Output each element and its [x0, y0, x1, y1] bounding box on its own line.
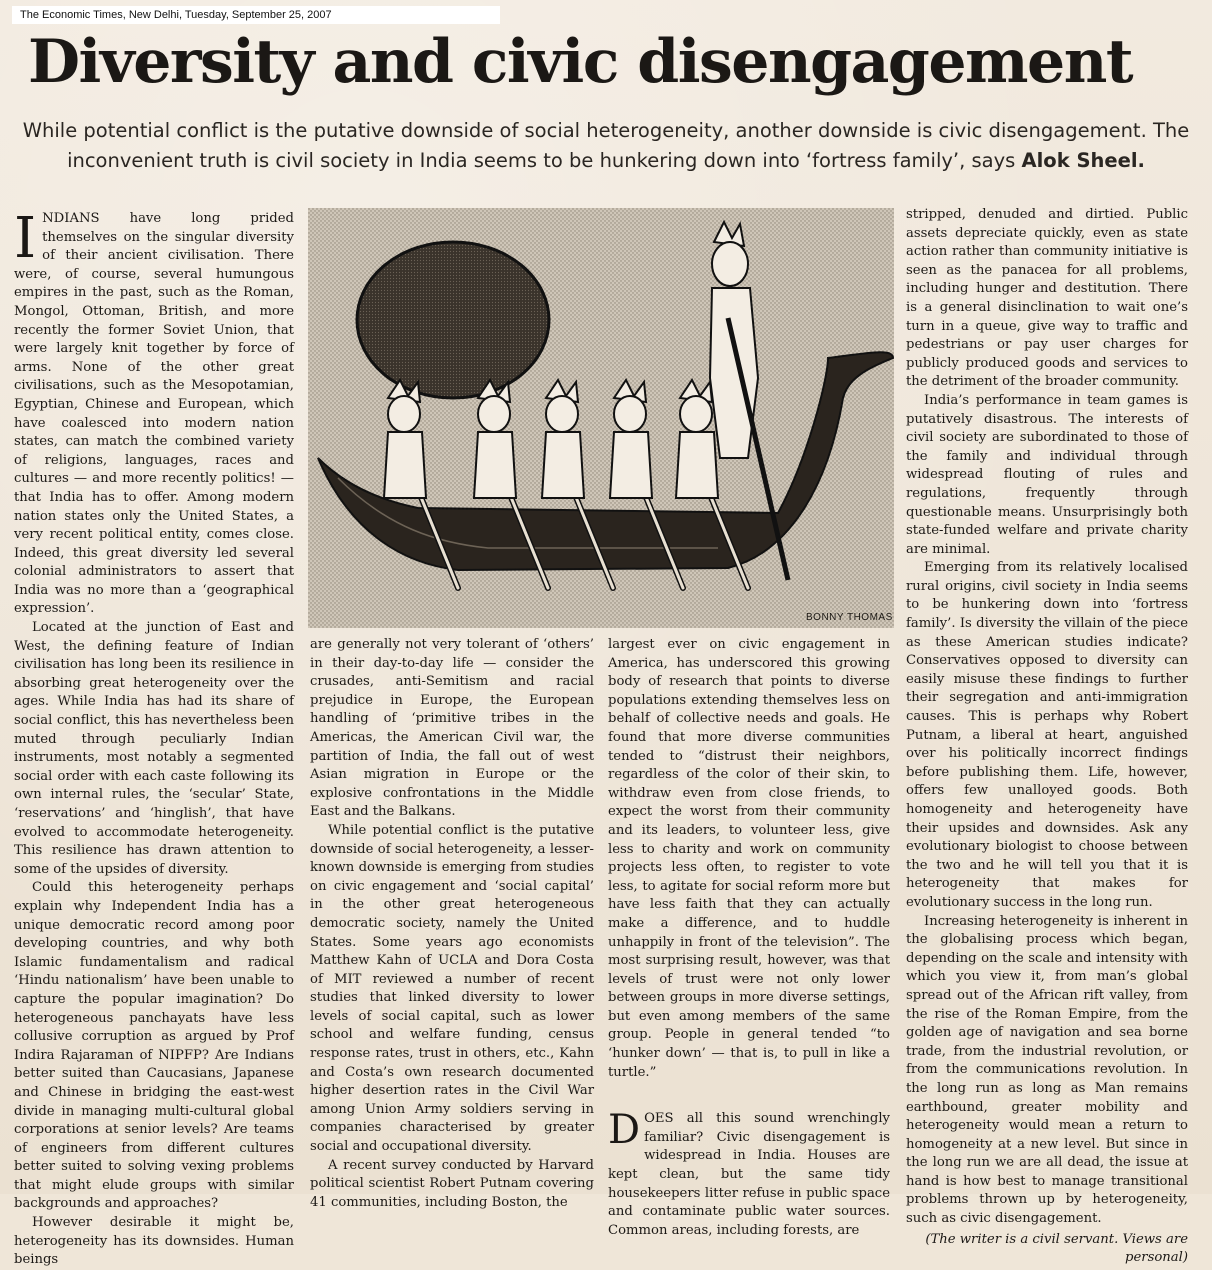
paragraph: A recent survey conducted by Harvard political scientist Robert Putnam covering 41 communities, including Boston, the	[310, 1157, 594, 1210]
author-note: (The writer is a civil servant. Views are personal)	[925, 1231, 1188, 1265]
paragraph-text: OES all this sound wrenchingly familiar? Civic disengagement is widespread in India. Houses are kept clean, but the same tidy housekeepers litter refuse in public space and contaminate public water sources. Common areas, including forests, are	[608, 1111, 890, 1238]
column-4	[906, 206, 1188, 1267]
paragraph-text: NDIANS have long prided themselves on the singular diversity of their ancient civilisation. There were, of course, several humungous empires in the past, such as the Roman, Mongol, Ottoman, British, and more recently the former Soviet Union, that were largely knit together by force of arms. None of the other great civilisations, such as the Mesopotamian, Egyptian, Chinese and European, which have coalesced into modern nation states, can match the combined variety of religions, languages, races and cultures — and more recently politics! — that India has to offer. Among modern nation states only the United States, a very recent political entity, comes close. Indeed, this great diversity led several colonial administrators to assert that India was no more than a ‘geographical expression’.	[14, 211, 294, 617]
paragraph: India’s performance in team games is putatively disastrous. The interests of civil society are subordinated to those of the family and individual through widespread flouting of rules and regulations, frequently through questionable means. Unsurprisingly both state-funded welfare and private charity are minimal.	[906, 392, 1188, 557]
column-3	[608, 636, 890, 1240]
column-2	[310, 636, 594, 1212]
paragraph: stripped, denuded and dirtied. Public assets depreciate quickly, even as state action rather than community initiative is seen as the panacea for all problems, including hunger and destitution. There is a general disinclination to wait one’s turn in a queue, give way to traffic and pedestrians or pay user charges for publicly produced goods and services to the detriment of the broader community.	[906, 207, 1188, 390]
paragraph	[608, 1107, 890, 1240]
paragraph: Emerging from its relatively localised rural origins, civil society in India seems to be hunkering down into ‘fortress family’. Is diversity the villain of the piece as these American studies indicate? Conservatives opposed to diversity can easily misuse these findings to further their segregation and anti-immigration causes. This is perhaps why Robert Putnam, a liberal at heart, anguished over his politically incorrect findings before publishing them. Life, however, offers few unalloyed goods. Both homogeneity and heterogeneity have their upsides and downsides. Ask any evolutionary biologist to choose between the two and he will tell you that it is heterogeneity that makes for evolutionary success in the long run.	[906, 560, 1188, 910]
paragraph: However desirable it might be, heterogeneity has its downsides. Human beings	[14, 1215, 294, 1268]
deck	[20, 116, 1192, 176]
paragraph: While potential conflict is the putative downside of social heterogeneity, a lesser-known downside is emerging from studies on civic engagement and ‘social capital’ in the other great heterogeneous democratic society, namely the United States. Some years ago economists Matthew Kahn of UCLA and Dora Costa of MIT reviewed a number of recent studies that linked diversity to lower levels of social capital, such as lower school and welfare funding, census response rates, trust in others, etc., Kahn and Costa’s own research documented higher desertion rates in the Civil War among Union Army soldiers serving in companies characterised by greater social and occupational diversity.	[310, 822, 594, 1155]
paragraph: Increasing heterogeneity is inherent in the globalising process which began, depending on the scale and intensity with which you view it, from man’s global spread out of the African rift valley, from the rise of the Roman Empire, from the golden age of navigation and sea borne trade, from the industrial revolution, or from the communications revolution. In the long run as long as Man remains earthbound, greater mobility and heterogeneity would mean a return to homogeneity at a new level. But since in the long run we are all dead, the issue at hand is how best to manage transitional problems thrown up by heterogeneity, such as civic disengagement.	[906, 913, 1188, 1227]
paragraph: Could this heterogeneity perhaps explain why Independent India has a unique democratic record among poor developing countries, and why both Islamic fundamentalism and radical ‘Hindu nationalism’ have been unable to capture the popular imagination? Do heterogeneous panchayats have less collusive corruption as argued by Prof Indira Rajaraman of NIPFP? Are Indians better suited than Caucasians, Japanese and Chinese in bridging the east-west divide in managing multi-cultural global corporations at senior levels? Are teams of engineers from different cultures better suited to solving vexing problems that might elude groups with similar backgrounds and approaches?	[14, 880, 294, 1212]
paragraph	[14, 206, 294, 619]
column-1	[14, 206, 294, 1270]
deck-text: While potential conflict is the putative downside of social heterogeneity, another downside is civic disengagement. The inconvenient truth is civil society in India seems to be hunkering down into ‘fortress family’, says	[22, 119, 1190, 172]
dateline: The Economic Times, New Delhi, Tuesday, September 25, 2007	[12, 6, 500, 24]
illustration-credit: BONNY THOMAS	[806, 612, 893, 623]
headline: Diversity and civic disengagement	[28, 27, 1133, 97]
paragraph: Located at the junction of East and West, the defining feature of Indian civilisation has long been its resilience in absorbing great heterogeneity over the ages. While India has had its share of social conflict, this has nevertheless been muted through peculiarly Indian instruments, most notably a segmented social order with each caste following its own internal rules, the ‘secular’ State, ‘reservations’ and ‘hinglish’, that have evolved to accommodate heterogeneity. This resilience has drawn attention to some of the upsides of diversity.	[14, 620, 294, 877]
drop-cap: D	[608, 1107, 641, 1154]
paragraph: largest ever on civic engagement in America, has underscored this growing body of research that points to diverse populations extending themselves less on behalf of collective needs and goals. He found that more diverse communities tended to “distrust their neighbors, regardless of the color of their skin, to withdraw even from close friends, to expect the worst from their community and its leaders, to volunteer less, give less to charity and work on community projects less often, to register to vote less, to agitate for social reform more but have less faith that they can actually make a difference, and to huddle unhappily in front of the television”. The most surprising result, however, was that levels of trust were not only lower between groups in more diverse settings, but even among members of the same group. People in general tended “to ‘hunker down’ — that is, to pull in like a turtle.”	[608, 637, 890, 1080]
boat-illustration	[308, 208, 894, 628]
deck-author: Alok Sheel.	[1021, 149, 1145, 172]
paragraph: are generally not very tolerant of ‘others’ in their day-to-day life — consider the crusades, anti-Semitism and racial prejudice in Europe, the European handling of ‘primitive tribes in the Americas, the American Civil war, the partition of India, the fall out of west Asian migration in Europe or the explosive confrontations in the Middle East and the Balkans.	[310, 637, 594, 820]
rowers-boat-drawing	[308, 208, 894, 628]
drop-cap: I	[14, 206, 37, 271]
